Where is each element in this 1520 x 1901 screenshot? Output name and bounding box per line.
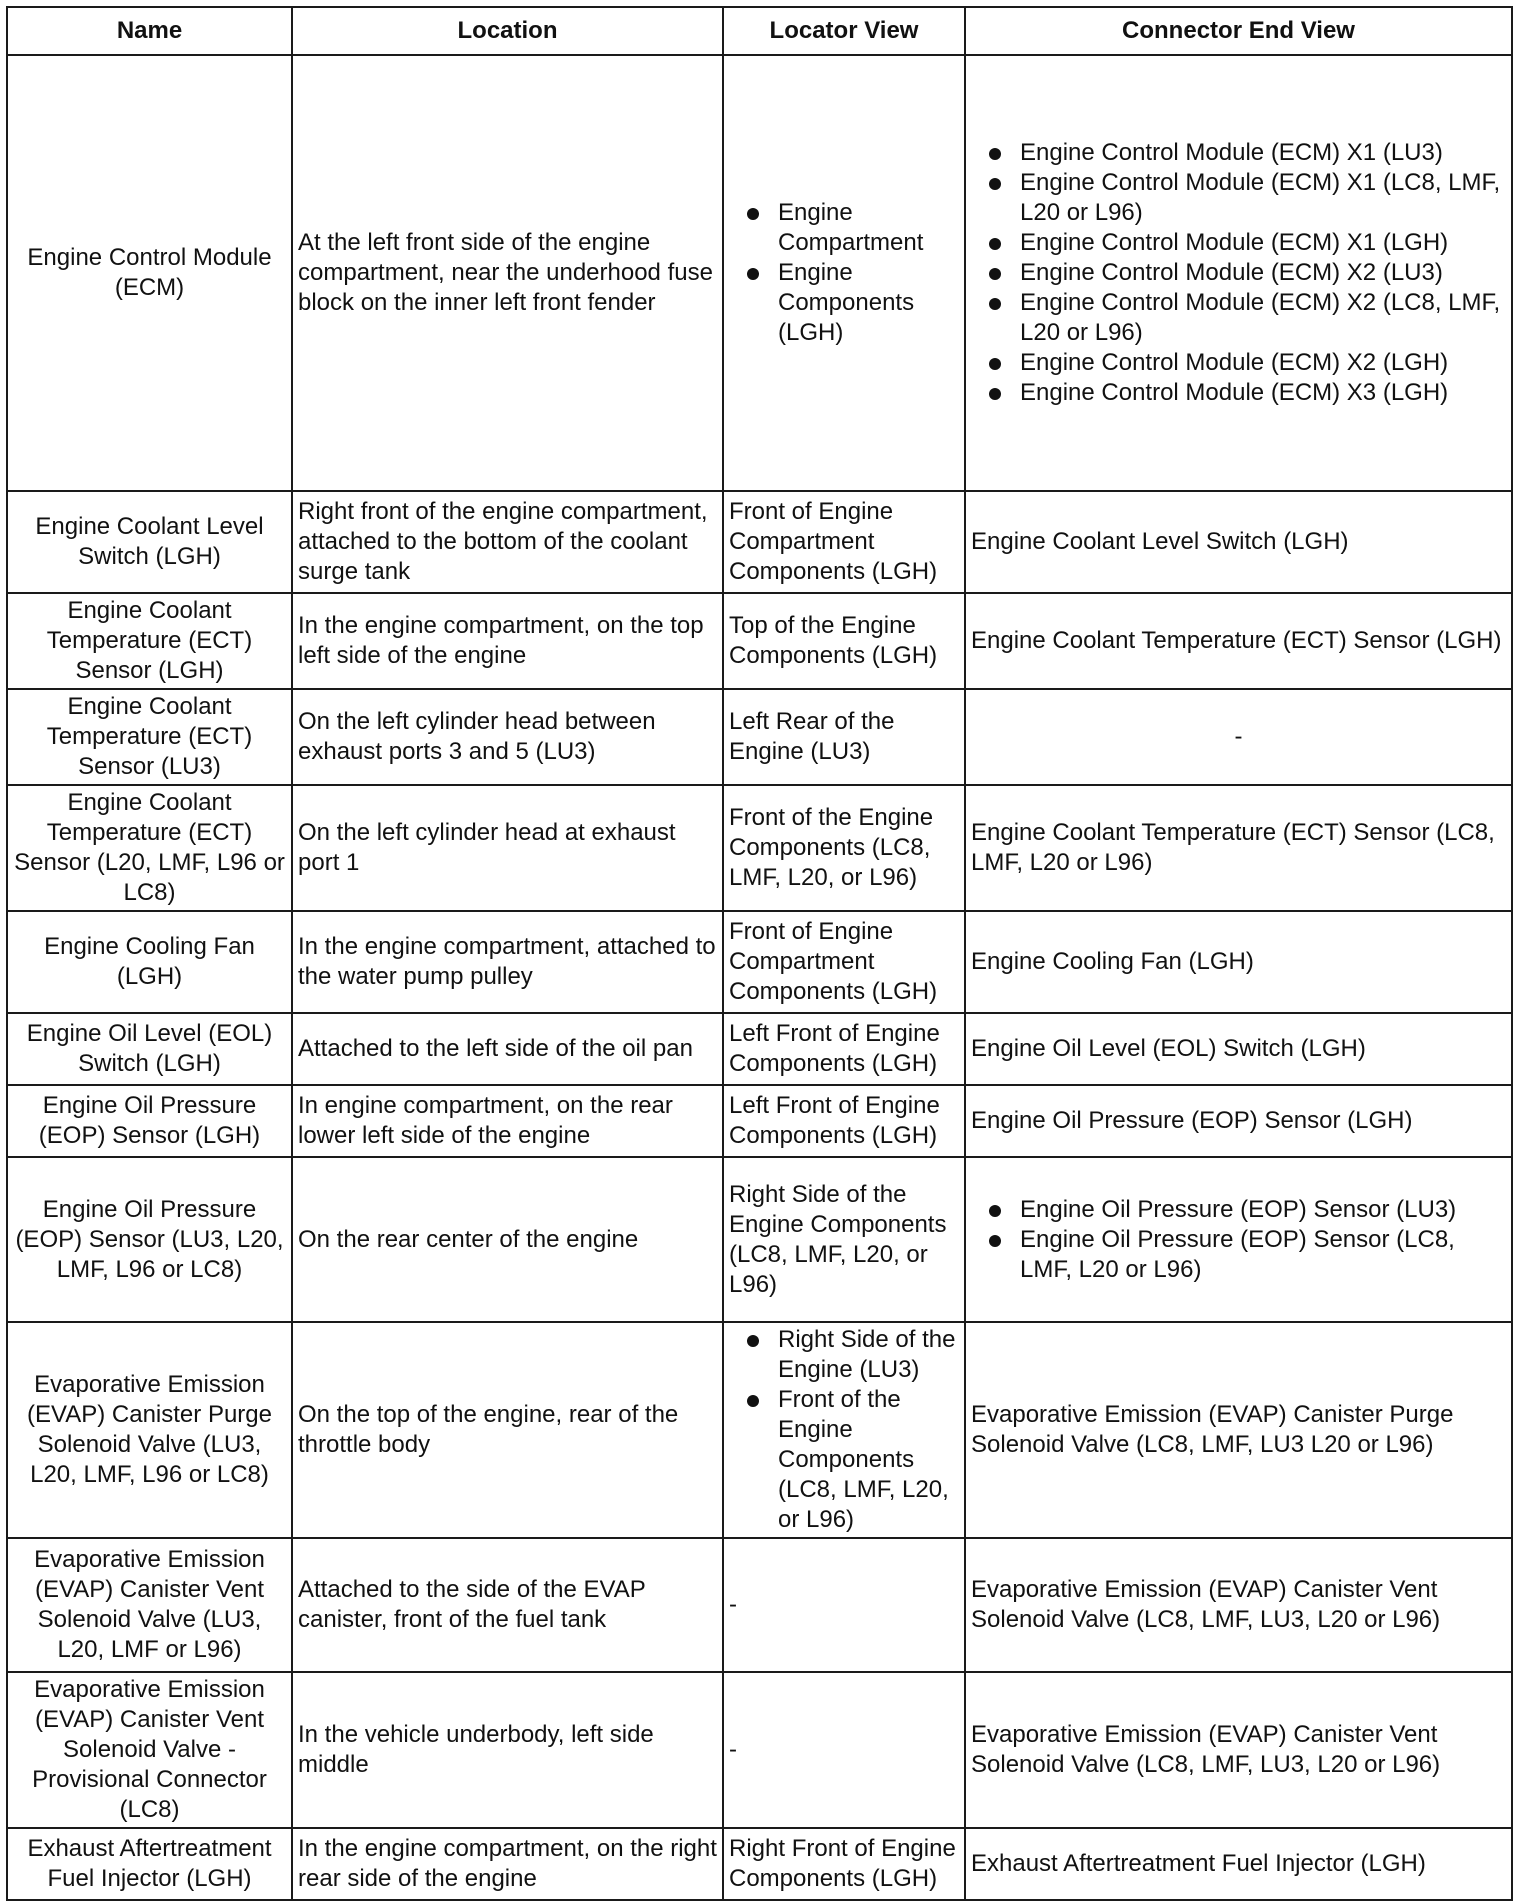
cell-connector-end-view: Engine Oil Level (EOL) Switch (LGH) <box>965 1013 1512 1085</box>
table-row <box>7 1538 1512 1672</box>
component-locator-table <box>6 6 1513 1901</box>
cell-locator-view: Left Front of Engine Components (LGH) <box>723 1013 965 1085</box>
cell-locator-view: Right Front of Engine Components (LGH) <box>723 1828 965 1900</box>
bullet-icon <box>989 358 1001 370</box>
cell-connector-end-view <box>965 55 1512 491</box>
cell-connector-end-view: Evaporative Emission (EVAP) Canister Vent Solenoid Valve (LC8, LMF, LU3, L20 or L96) <box>965 1672 1512 1828</box>
bullet-icon <box>989 238 1001 250</box>
cell-locator-view: Front of Engine Compartment Components (LGH) <box>723 911 965 1013</box>
cell-connector-end-view: Engine Oil Pressure (EOP) Sensor (LGH) <box>965 1085 1512 1157</box>
item-text: Engine Oil Pressure (EOP) Sensor (LU3) <box>1020 1195 1457 1223</box>
item-text: Engine Control Module (ECM) X2 (LU3) <box>1020 259 1443 286</box>
cell-connector-end-view <box>965 1157 1512 1322</box>
table-row <box>7 911 1512 1013</box>
table-row <box>7 689 1512 785</box>
cell-location: On the top of the engine, rear of the throttle body <box>292 1322 723 1538</box>
cell-location: In the vehicle underbody, left side middle <box>292 1672 723 1828</box>
cell-connector-end-view: Engine Coolant Temperature (ECT) Sensor (LGH) <box>965 593 1512 689</box>
header-locator-view: Locator View <box>723 7 965 55</box>
cell-location: In engine compartment, on the rear lower left side of the engine <box>292 1085 723 1157</box>
table-row <box>7 593 1512 689</box>
bullet-icon <box>989 1235 1001 1247</box>
item-text: Engine Control Module (ECM) X2 (LGH) <box>1020 349 1449 376</box>
table-row <box>7 1828 1512 1900</box>
cell-locator-view <box>723 1322 965 1538</box>
item-text: Engine Oil Pressure (EOP) Sensor (LC8, LMF, L20 or L96) <box>1020 1225 1455 1283</box>
cell-location: On the rear center of the engine <box>292 1157 723 1322</box>
cell-connector-end-view: Evaporative Emission (EVAP) Canister Vent Solenoid Valve (LC8, LMF, LU3, L20 or L96) <box>965 1538 1512 1672</box>
cell-location: Right front of the engine compartment, attached to the bottom of the coolant surge tank <box>292 491 723 593</box>
cell-location: In the engine compartment, on the top left side of the engine <box>292 593 723 689</box>
cell-name: Evaporative Emission (EVAP) Canister Vent Solenoid Valve - Provisional Connector (LC8) <box>7 1672 292 1828</box>
cell-name: Engine Oil Level (EOL) Switch (LGH) <box>7 1013 292 1085</box>
table-row <box>7 1157 1512 1322</box>
cell-name: Engine Coolant Temperature (ECT) Sensor (L20, LMF, L96 or LC8) <box>7 785 292 911</box>
item-text: Engine Control Module (ECM) X1 (LGH) <box>1020 229 1449 256</box>
cell-locator-view: Left Front of Engine Components (LGH) <box>723 1085 965 1157</box>
cell-connector-end-view: Engine Cooling Fan (LGH) <box>965 911 1512 1013</box>
cell-location: On the left cylinder head at exhaust port 1 <box>292 785 723 911</box>
bullet-icon <box>747 268 759 280</box>
list-item <box>729 1325 959 1385</box>
cell-locator-view: - <box>723 1672 965 1828</box>
list-item <box>971 348 1506 378</box>
bullet-list <box>971 1195 1506 1285</box>
cell-name: Engine Oil Pressure (EOP) Sensor (LU3, L20, LMF, L96 or LC8) <box>7 1157 292 1322</box>
cell-locator-view: Front of Engine Compartment Components (LGH) <box>723 491 965 593</box>
cell-name: Evaporative Emission (EVAP) Canister Vent Solenoid Valve (LU3, L20, LMF or L96) <box>7 1538 292 1672</box>
header-location: Location <box>292 7 723 55</box>
cell-connector-end-view: Engine Coolant Level Switch (LGH) <box>965 491 1512 593</box>
cell-locator-view: Top of the Engine Components (LGH) <box>723 593 965 689</box>
cell-locator-view: Left Rear of the Engine (LU3) <box>723 689 965 785</box>
bullet-icon <box>989 178 1001 190</box>
table-row <box>7 785 1512 911</box>
cell-name: Engine Oil Pressure (EOP) Sensor (LGH) <box>7 1085 292 1157</box>
list-item <box>729 1385 959 1535</box>
cell-connector-end-view: Engine Coolant Temperature (ECT) Sensor (LC8, LMF, L20 or L96) <box>965 785 1512 911</box>
bullet-icon <box>989 148 1001 160</box>
cell-location: At the left front side of the engine compartment, near the underhood fuse block on the inner left front fender <box>292 55 723 491</box>
item-text: Engine Components (LGH) <box>778 259 915 346</box>
item-text: Right Side of the Engine (LU3) <box>778 1326 956 1383</box>
cell-location: Attached to the side of the EVAP canister, front of the fuel tank <box>292 1538 723 1672</box>
list-item <box>971 1195 1506 1225</box>
cell-name: Evaporative Emission (EVAP) Canister Purge Solenoid Valve (LU3, L20, LMF, L96 or LC8) <box>7 1322 292 1538</box>
cell-name: Engine Control Module (ECM) <box>7 55 292 491</box>
table-row <box>7 1322 1512 1538</box>
header-row <box>7 7 1512 55</box>
item-text: Engine Control Module (ECM) X1 (LC8, LMF, L20 or L96) <box>1020 169 1501 226</box>
list-item <box>729 198 959 258</box>
table-row <box>7 55 1512 491</box>
cell-location: On the left cylinder head between exhaust ports 3 and 5 (LU3) <box>292 689 723 785</box>
bullet-list <box>971 138 1506 408</box>
table-row <box>7 491 1512 593</box>
item-text: Engine Control Module (ECM) X1 (LU3) <box>1020 139 1443 166</box>
bullet-icon <box>989 268 1001 280</box>
item-text: Front of the Engine Components (LC8, LMF, L20, or L96) <box>778 1386 949 1533</box>
cell-locator-view: - <box>723 1538 965 1672</box>
bullet-list <box>729 198 959 348</box>
list-item <box>971 168 1506 228</box>
cell-connector-end-view: Evaporative Emission (EVAP) Canister Purge Solenoid Valve (LC8, LMF, LU3 L20 or L96) <box>965 1322 1512 1538</box>
bullet-icon <box>747 208 759 220</box>
cell-location: Attached to the left side of the oil pan <box>292 1013 723 1085</box>
component-table-container <box>6 6 1513 1901</box>
cell-locator-view: Right Side of the Engine Components (LC8, LMF, L20, or L96) <box>723 1157 965 1322</box>
table-row <box>7 1013 1512 1085</box>
list-item <box>971 138 1506 168</box>
list-item <box>971 378 1506 408</box>
cell-name: Engine Coolant Temperature (ECT) Sensor (LU3) <box>7 689 292 785</box>
cell-name: Engine Coolant Temperature (ECT) Sensor (LGH) <box>7 593 292 689</box>
cell-locator-view <box>723 55 965 491</box>
bullet-icon <box>747 1395 759 1407</box>
header-name: Name <box>7 7 292 55</box>
cell-location: In the engine compartment, attached to the water pump pulley <box>292 911 723 1013</box>
cell-name: Exhaust Aftertreatment Fuel Injector (LGH) <box>7 1828 292 1900</box>
table-row <box>7 1085 1512 1157</box>
item-text: Engine Control Module (ECM) X2 (LC8, LMF, L20 or L96) <box>1020 289 1501 346</box>
header-connector-end-view: Connector End View <box>965 7 1512 55</box>
list-item <box>971 1225 1506 1285</box>
cell-connector-end-view: Exhaust Aftertreatment Fuel Injector (LGH) <box>965 1828 1512 1900</box>
cell-location: In the engine compartment, on the right rear side of the engine <box>292 1828 723 1900</box>
cell-name: Engine Cooling Fan (LGH) <box>7 911 292 1013</box>
item-text: Engine Compartment <box>778 199 924 256</box>
cell-name: Engine Coolant Level Switch (LGH) <box>7 491 292 593</box>
item-text: Engine Control Module (ECM) X3 (LGH) <box>1020 379 1449 406</box>
bullet-list <box>729 1325 959 1535</box>
cell-connector-end-view: - <box>965 689 1512 785</box>
bullet-icon <box>989 298 1001 310</box>
bullet-icon <box>989 388 1001 400</box>
list-item <box>971 228 1506 258</box>
cell-locator-view: Front of the Engine Components (LC8, LMF, L20, or L96) <box>723 785 965 911</box>
list-item <box>729 258 959 348</box>
bullet-icon <box>747 1335 759 1347</box>
bullet-icon <box>989 1205 1001 1217</box>
table-row <box>7 1672 1512 1828</box>
list-item <box>971 258 1506 288</box>
list-item <box>971 288 1506 348</box>
